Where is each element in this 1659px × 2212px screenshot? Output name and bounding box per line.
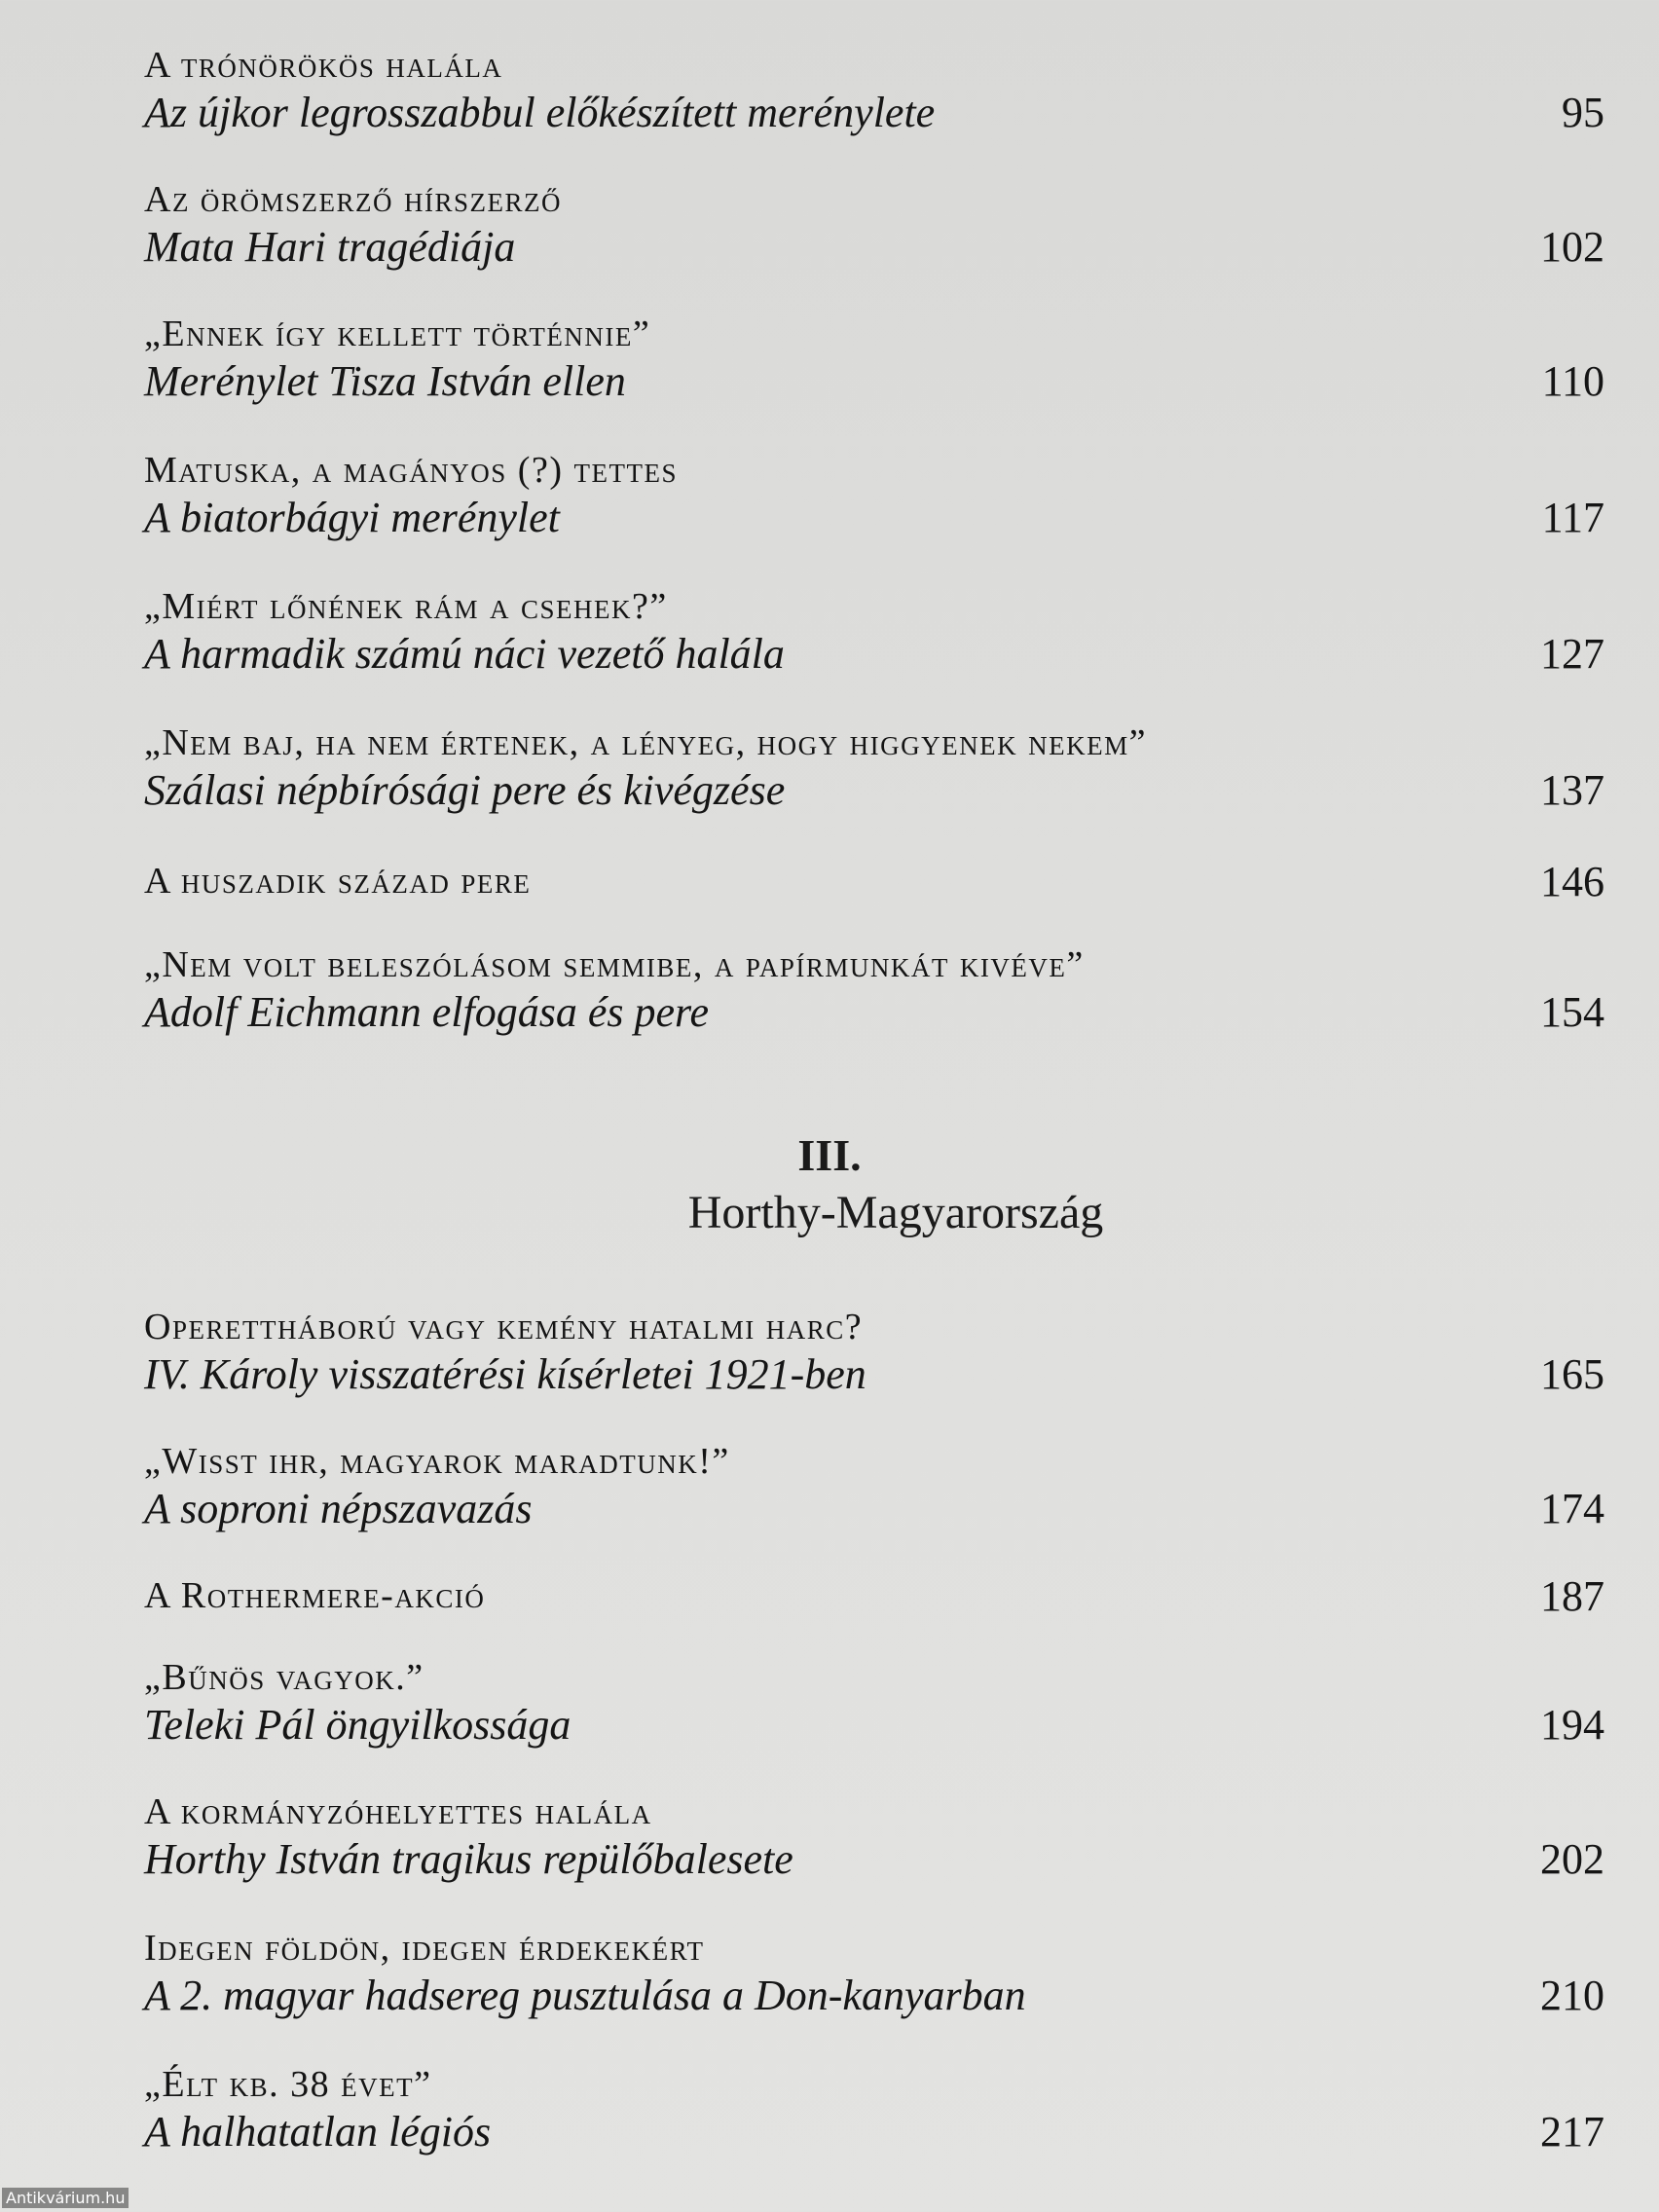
toc-entry bbox=[144, 859, 1604, 905]
toc-entry bbox=[144, 1573, 1604, 1620]
entry-title: „Nem volt beleszólásom semmibe, a papírmunkát kivéve” bbox=[144, 944, 1085, 985]
entry-page-number: 127 bbox=[1540, 630, 1604, 678]
entry-subtitle: Mata Hari tragédiája bbox=[144, 223, 516, 271]
entry-title: „Bűnös vagyok.” bbox=[144, 1657, 424, 1698]
toc-entry bbox=[144, 1926, 1604, 2021]
entry-page-number: 202 bbox=[1540, 1835, 1604, 1883]
entry-page-number: 210 bbox=[1540, 1972, 1604, 2019]
entry-page-number: 137 bbox=[1540, 766, 1604, 814]
toc-entry bbox=[144, 2062, 1604, 2157]
entry-subtitle: Szálasi népbírósági pere és kivégzése bbox=[144, 766, 786, 814]
toc-entry bbox=[144, 1305, 1604, 1400]
entry-subtitle: Horthy István tragikus repülőbalesete bbox=[144, 1835, 793, 1883]
entry-subtitle: Az újkor legrosszabbul előkészített merénylete bbox=[144, 89, 936, 136]
entry-page-number: 146 bbox=[1540, 858, 1604, 905]
entry-title: A huszadik század pere bbox=[144, 861, 532, 902]
toc-entry bbox=[144, 1789, 1604, 1885]
entry-subtitle: A 2. magyar hadsereg pusztulása a Don-kanyarban bbox=[144, 1972, 1026, 2019]
entry-page-number: 102 bbox=[1540, 223, 1604, 271]
entry-page-number: 154 bbox=[1540, 988, 1604, 1036]
entry-page-number: 217 bbox=[1540, 2108, 1604, 2156]
entry-title: „Miért lőnének rám a csehek?” bbox=[144, 586, 668, 627]
entry-subtitle: A soproni népszavazás bbox=[144, 1485, 533, 1532]
entry-title: „Ennek így kellett történnie” bbox=[144, 313, 651, 354]
entry-page-number: 165 bbox=[1540, 1350, 1604, 1398]
entry-subtitle: A biatorbágyi merénylet bbox=[144, 494, 560, 541]
entry-title: A trónörökös halála bbox=[144, 45, 503, 86]
entry-title: „Élt kb. 38 évet” bbox=[144, 2064, 432, 2105]
entry-subtitle: Merénylet Tisza István ellen bbox=[144, 357, 626, 405]
toc-entry bbox=[144, 584, 1604, 680]
entry-subtitle: IV. Károly visszatérési kísérletei 1921-ben bbox=[144, 1350, 866, 1398]
entry-page-number: 117 bbox=[1541, 494, 1604, 541]
entry-title: Operettháború vagy kemény hatalmi harc? bbox=[144, 1307, 864, 1347]
toc-entry bbox=[144, 720, 1604, 816]
toc-entry bbox=[144, 942, 1604, 1038]
entry-page-number: 194 bbox=[1540, 1701, 1604, 1749]
entry-subtitle: Adolf Eichmann elfogása és pere bbox=[144, 988, 710, 1036]
entry-page-number: 187 bbox=[1540, 1572, 1604, 1620]
entry-page-number: 95 bbox=[1562, 89, 1604, 136]
entry-subtitle: Teleki Pál öngyilkossága bbox=[144, 1701, 571, 1749]
toc-entry bbox=[144, 1655, 1604, 1751]
entry-title: „Nem baj, ha nem értenek, a lényeg, hogy higgyenek nekem” bbox=[144, 722, 1147, 763]
toc-entry bbox=[144, 312, 1604, 407]
entry-page-number: 110 bbox=[1541, 357, 1604, 405]
entry-title: A Rothermere-akció bbox=[144, 1575, 486, 1616]
entry-subtitle: A harmadik számú náci vezető halála bbox=[144, 630, 785, 678]
toc-entry bbox=[144, 1439, 1604, 1534]
entry-title: A kormányzóhelyettes halála bbox=[144, 1791, 652, 1832]
toc-entry bbox=[144, 177, 1604, 273]
entry-page-number: 174 bbox=[1540, 1485, 1604, 1532]
entry-title: Az örömszerző hírszerző bbox=[144, 179, 562, 220]
entry-title: Idegen földön, idegen érdekekért bbox=[144, 1928, 705, 1969]
watermark: Antikvárium.hu bbox=[2, 2188, 129, 2208]
section-title: Horthy-Magyarország bbox=[687, 1187, 1104, 1238]
section-number: III. bbox=[797, 1130, 862, 1180]
toc-entry bbox=[144, 448, 1604, 543]
entry-title: „Wisst ihr, magyarok maradtunk!” bbox=[144, 1441, 730, 1482]
entry-subtitle: A halhatatlan légiós bbox=[144, 2108, 492, 2156]
entry-title: Matuska, a magányos (?) tettes bbox=[144, 450, 678, 491]
toc-entry bbox=[144, 43, 1604, 138]
